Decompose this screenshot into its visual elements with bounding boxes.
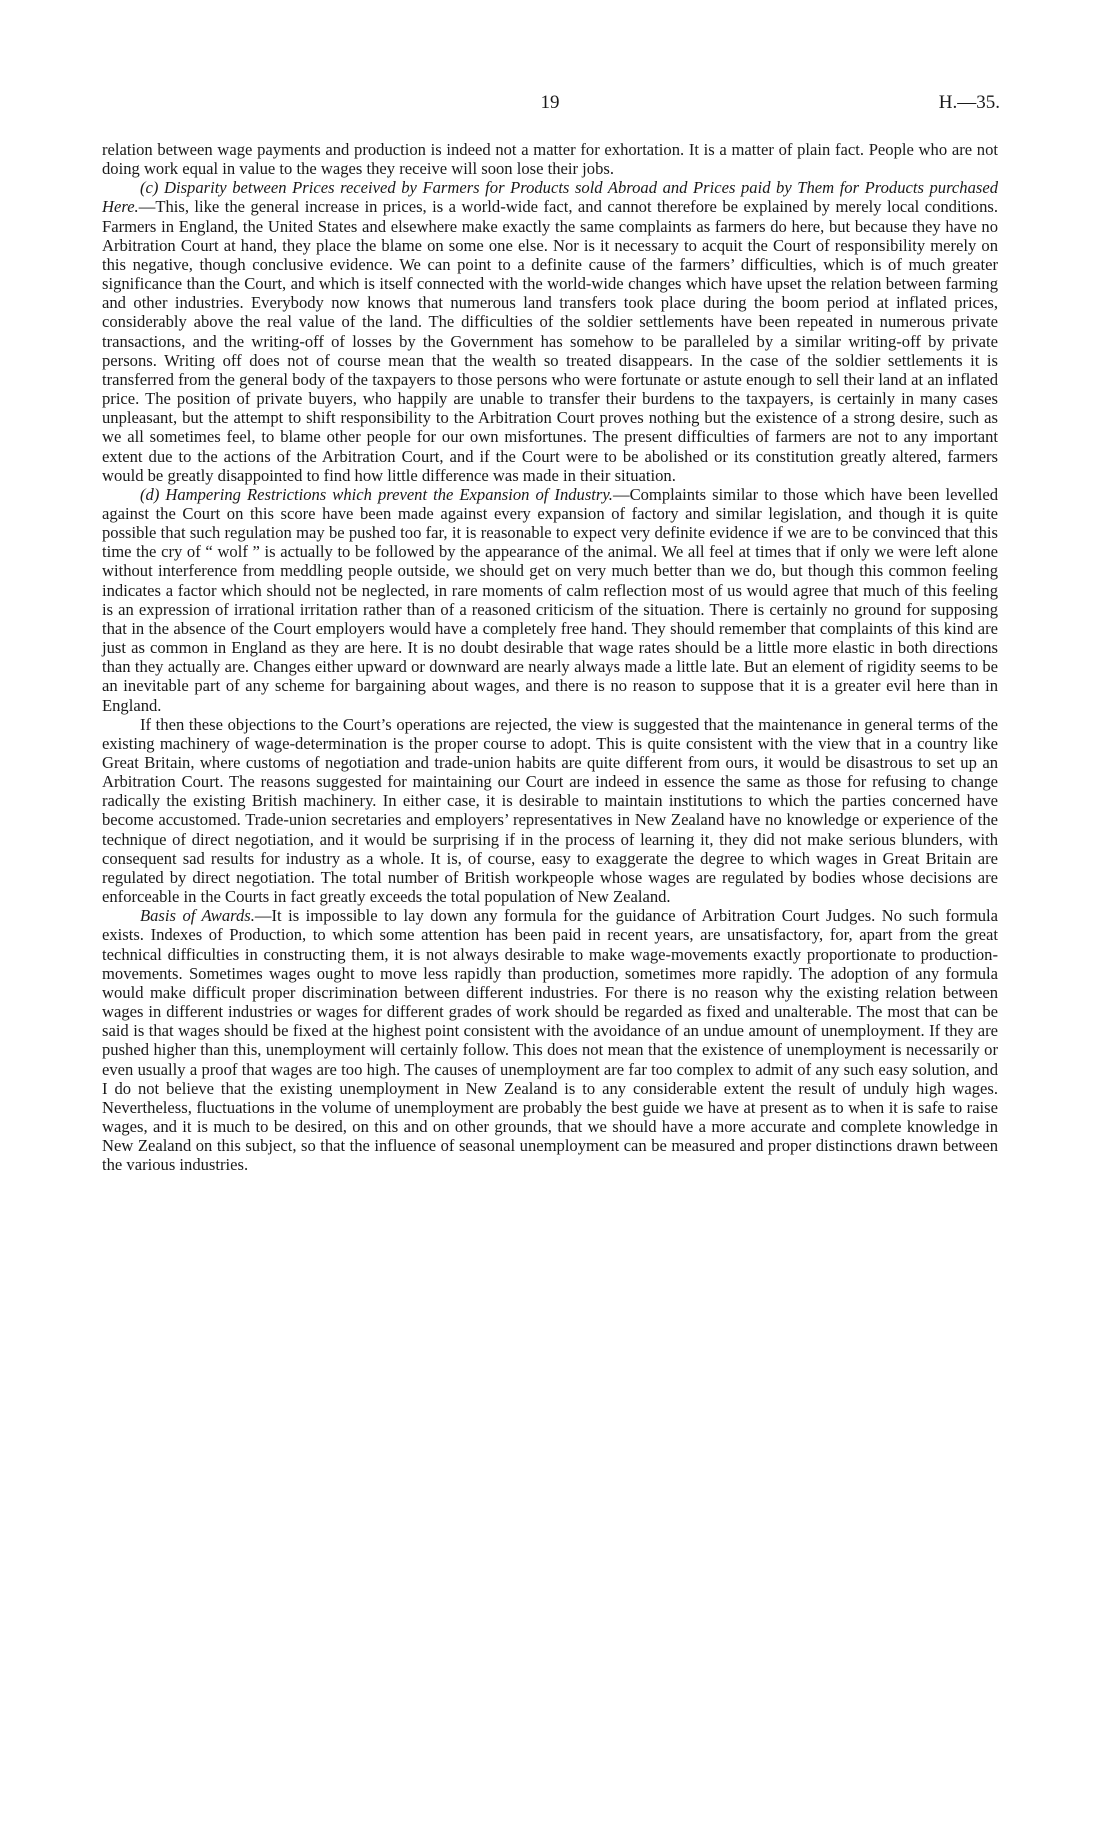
paragraph-basis-of-awards	[102, 906, 998, 1174]
page-header	[100, 92, 1000, 120]
paragraph-text: If then these objections to the Court’s operations are rejected, the view is suggested that the maintenance in general terms of the existing machinery of wage-determination is the proper course to adopt. This is quite consistent with the view that in a country like Great Britain, where customs of negotiation and trade-union habits are quite different from ours, it would be disastrous to set up an Arbitration Court. The reasons suggested for maintaining our Court are indeed in essence the same as those for refusing to change radically the existing British machinery. In either case, it is desirable to maintain institutions to which the parties concerned have become accustomed. Trade-union secretaries and employers’ representatives in New Zealand have no knowledge or experience of the technique of direct negotiation, and it would be surprising if in the process of learning it, they did not make serious blunders, with consequent sad results for industry as a whole. It is, of course, easy to exaggerate the degree to which wages in Great Britain are regulated by direct negotiation. The total number of British workpeople whose wages are regulated by bodies whose decisions are enforceable in the Courts in fact greatly exceeds the total population of New Zealand.	[102, 714, 998, 907]
body-text	[102, 140, 998, 1174]
paragraph-hampering-restrictions	[102, 485, 998, 715]
paragraph-heading: (d) Hampering Restrictions which prevent the Expansion of Industry.	[140, 484, 613, 504]
paragraph-heading: Basis of Awards.	[140, 906, 255, 926]
paragraph-heading: (c) Disparity between Prices received by Farmers for Products sold Abroad and Prices paid by Them for Products purchased Here.	[102, 178, 998, 217]
paragraph-text: relation between wage payments and production is indeed not a matter for exhortation. It is a matter of plain fact. People who are not doing work equal in value to the wages they receive will soon lose their jobs.	[102, 140, 998, 179]
paragraph-text: —This, like the general increase in prices, is a world-wide fact, and cannot therefore be explained by merely local conditions. Farmers in England, the United States and elsewhere make exactly the same complaints as farmers do here, but because they have no Arbitration Court at hand, they place the blame on some one else. Nor is it necessary to acquit the Court of responsibility merely on this negative, though conclusive evidence. We can point to a definite cause of the farmers’ difficulties, which is of much greater significance than the Court, and which is itself connected with the world-wide changes which have upset the relation between farming and other industries. Everybody now knows that numerous land transfers took place during the boom period at inflated prices, considerably above the real value of the land. The difficulties of the soldier settlements have been repeated in numerous private transactions, and the writing-off of losses by the Government has somehow to be paralleled by a similar writing-off by private persons. Writing off does not of course mean that the wealth so treated disappears. In the case of the soldier settlements it is transferred from the general body of the taxpayers to those persons who were fortunate or astute enough to sell their land at an inflated price. The position of private buyers, who happily are unable to transfer their burdens to the taxpayers, is certainly in many cases unpleasant, but the attempt to shift responsibility to the Arbitration Court proves nothing but the existence of a strong desire, such as we all sometimes feel, to blame other people for our own misfortunes. The present difficulties of farmers are not to any important extent due to the actions of the Arbitration Court, and if the Court were to be abolished or its constitution greatly altered, farmers would be greatly disappointed to find how little difference was made in their situation.	[102, 197, 998, 485]
paragraph-objections-rejected	[102, 715, 998, 907]
paragraph-text: —It is impossible to lay down any formula for the guidance of Arbitration Court Judges. No such formula exists. Indexes of Production, to which some attention has been paid in recent years, are unsatisfactory, for, apart from the great technical difficulties in constructing them, it is not always desirable to make wage-movements exactly proportionate to production-movements. Sometimes wages ought to move less rapidly than production, sometimes more rapidly. The adoption of any formula would make difficult proper discrimination between different industries. For there is no reason why the existing relation between wages in different industries or wages for different grades of work should be regarded as fixed and unalterable. The most that can be said is that wages should be fixed at the highest point consistent with the avoidance of an undue amount of unemployment. If they are pushed higher than this, unemployment will certainly follow. This does not mean that the existence of unemployment is necessarily or even usually a proof that wages are too high. The causes of unemployment are far too complex to admit of any such easy solution, and I do not believe that the existing unemployment in New Zealand is to any considerable extent the result of unduly high wages. Nevertheless, fluctuations in the volume of unemployment are probably the best guide we have at present as to when it is safe to raise wages, and it is much to be desired, on this and on other grounds, that we should have a more accurate and complete knowledge in New Zealand on this subject, so that the influence of seasonal unemployment can be measured and proper distinctions drawn between the various industries.	[102, 906, 998, 1175]
paragraph-text: —Complaints similar to those which have been levelled against the Court on this score have been made against every expansion of factory and similar legislation, and though it is quite possible that such regulation may be pushed too far, it is reasonable to expect very definite evidence if we are to be convinced that this time the cry of “ wolf ” is actually to be followed by the appearance of the animal. We all feel at times that if only we were left alone without interference from meddling people outside, we should get on very much better than we do, but though this common feeling indicates a factor which should not be neglected, in rare moments of calm reflection most of us would agree that much of this feeling is an expression of irrational irritation rather than of a reasoned criticism of the situation. There is certainly no ground for supposing that in the absence of the Court employers would have a completely free hand. They should remember that complaints of this kind are just as common in England as they are here. It is no doubt desirable that wage rates should be a little more elastic in both directions than they actually are. Changes either upward or downward are nearly always made a little late. But an element of rigidity seems to be an inevitable part of any scheme for bargaining about wages, and there is no reason to suppose that it is a greater evil here than in England.	[102, 484, 998, 715]
paragraph-continuation	[102, 140, 998, 178]
paragraph-disparity-prices	[102, 178, 998, 485]
page-number: 19	[540, 92, 560, 113]
document-reference: H.—35.	[938, 92, 1000, 113]
